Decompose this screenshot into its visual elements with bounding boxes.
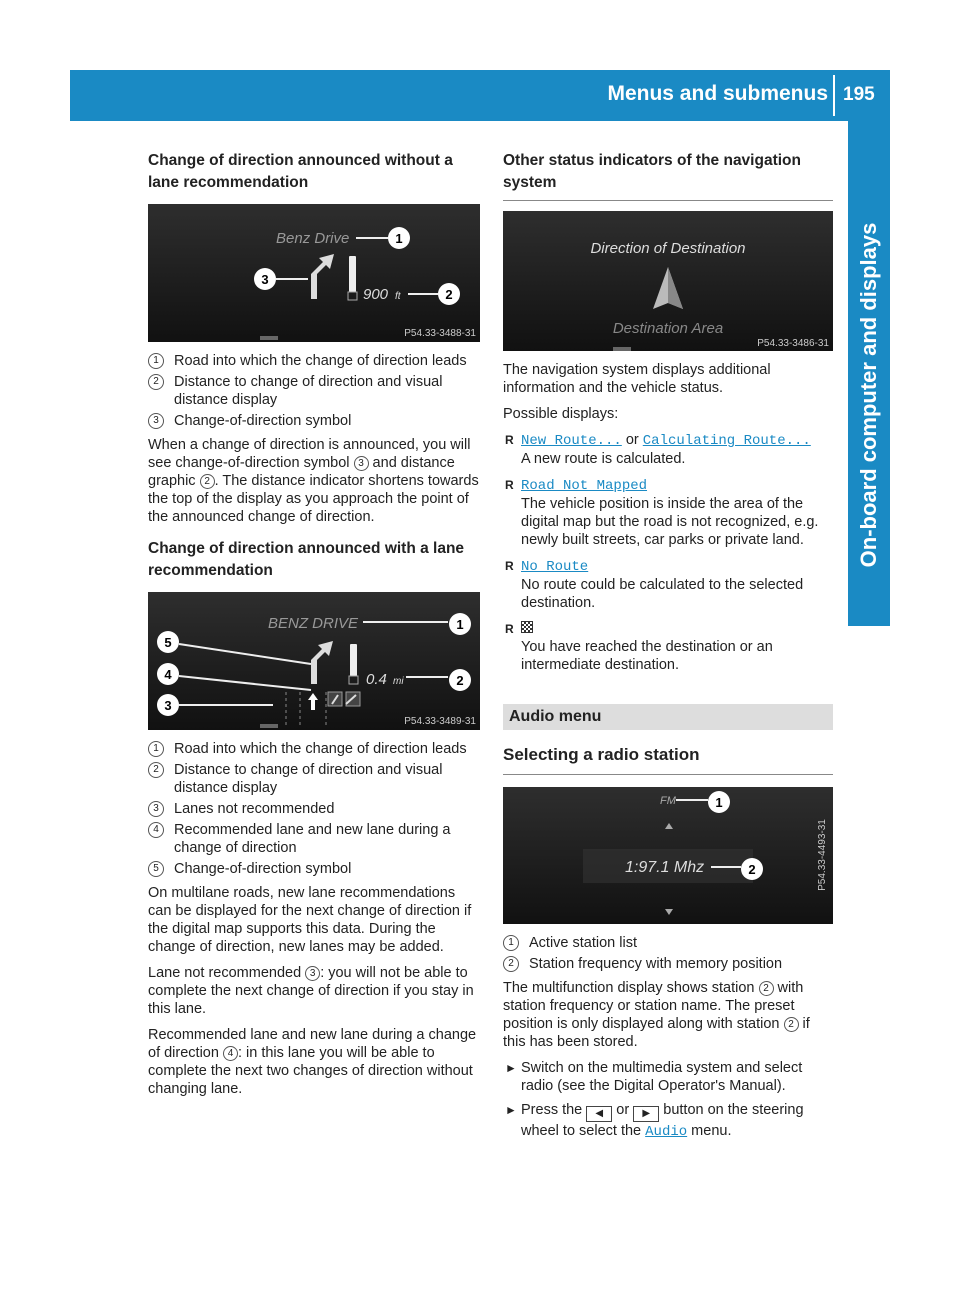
svg-text:2: 2: [748, 862, 756, 877]
paragraph: Possible displays:: [503, 406, 619, 422]
display-destination: [503, 211, 833, 351]
topic-heading: Selecting a radio station: [503, 746, 833, 775]
instruction-step: ► Switch on the multimedia system and select radio (see the Digital Operator's Manual).: [505, 1060, 803, 1094]
image-code: P54.33-4493-31: [817, 819, 828, 891]
svg-text:2: 2: [456, 673, 464, 688]
display-radio: [503, 787, 833, 924]
distance-value: 0.4: [366, 671, 387, 688]
section-heading-status: Other status indicators of the navigation system: [503, 150, 833, 201]
display-destination-graphic: [503, 211, 833, 351]
status-list: [503, 431, 833, 674]
turn-arrow-icon: [311, 254, 334, 299]
frequency-value: 1:97.1 Mhz: [625, 859, 705, 876]
band-label: FM: [660, 795, 676, 807]
svg-text:5: 5: [164, 635, 172, 650]
legend-radio: [503, 934, 833, 973]
svg-text:1: 1: [715, 795, 723, 810]
display-with-lane-graphic: [148, 592, 480, 730]
legend-item: 2 Distance to change of direction and visual distance display: [148, 373, 480, 409]
svg-text:1: 1: [395, 231, 403, 246]
scroll-down-icon: [665, 909, 673, 915]
svg-text:3: 3: [164, 698, 172, 713]
display-with-lane: [148, 592, 480, 730]
drive-road-name: BENZ DRIVE: [268, 615, 359, 632]
instruction-steps: [503, 1059, 833, 1141]
legend-item: 1 Road into which the change of direction leads: [148, 740, 480, 758]
section-heading-no-lane: Change of direction announced without a lane recommendation: [148, 152, 453, 191]
paragraph: Recommended lane and new lane during a change of direction 4 : in this lane you will be able to complete the next two changes of direction without changing lane.: [148, 1027, 477, 1097]
legend-item: 3 Change-of-direction symbol: [148, 412, 480, 430]
svg-text:ft: ft: [395, 291, 401, 302]
destination-flag-icon: [521, 621, 533, 633]
paragraph: The multifunction display shows station 2 with station frequency or station name. The preset position is only displayed along with station 2 if this has been stored.: [503, 980, 810, 1050]
svg-text:3: 3: [261, 272, 269, 287]
right-arrow-button-icon: ▶: [633, 1106, 659, 1122]
legend-item: 2 Distance to change of direction and visual distance display: [148, 761, 480, 797]
paragraph: Lane not recommended 3 : you will not be able to complete the next change of direction if you stay in this lane.: [148, 965, 474, 1017]
legend-item: 3 Lanes not recommended: [148, 800, 480, 818]
svg-text:1: 1: [456, 617, 464, 632]
destination-area-label: Destination Area: [612, 320, 724, 337]
status-item: R You have reached the destination or an intermediate destination.: [505, 622, 773, 673]
audio-menu-band: Audio menu: [503, 704, 833, 730]
header-divider: [833, 75, 835, 116]
display-radio-graphic: [503, 787, 833, 924]
status-item: R Road Not Mapped The vehicle position is inside the area of the digital map but the road is not recognized, e.g. newly built streets, car parks or private land.: [505, 478, 819, 548]
paragraph: When a change of direction is announced, you will see change-of-direction symbol 3 and distance graphic 2 . The distance indicator shortens towards the top of the display as you approach the point of the announced change of direction.: [148, 437, 479, 525]
legend-item: 2 Station frequency with memory position: [503, 955, 833, 973]
distance-value: 900: [363, 286, 389, 303]
drive-road-name: Benz Drive: [276, 230, 350, 247]
image-code: P54.33-3486-31: [757, 338, 829, 349]
svg-text:mi: mi: [393, 676, 404, 687]
legend-item: 5 Change-of-direction symbol: [148, 860, 480, 878]
legend-item: 4 Recommended lane and new lane during a change of direction: [148, 821, 480, 857]
left-arrow-button-icon: ◀: [586, 1106, 612, 1122]
instruction-step: ► Press the ◀ or ▶ button on the steering wheel to select the Audio menu.: [505, 1102, 804, 1140]
status-item: R New Route... or Calculating Route... A new route is calculated.: [505, 432, 811, 467]
paragraph: The navigation system displays additional information and the vehicle status.: [503, 362, 771, 396]
direction-title: Direction of Destination: [590, 240, 746, 257]
turn-arrow-icon: [311, 641, 333, 684]
side-chapter-label: On-board computer and displays: [856, 222, 881, 568]
display-no-lane: [148, 204, 480, 342]
svg-text:2: 2: [445, 287, 453, 302]
display-no-lane-graphic: [148, 204, 480, 342]
scroll-up-icon: [665, 823, 673, 829]
legend-no-lane: [148, 352, 480, 430]
svg-text:4: 4: [164, 667, 172, 682]
left-column: [148, 150, 480, 1106]
legend-with-lane: [148, 740, 480, 878]
running-title: Menus and submenus: [607, 82, 828, 105]
image-code: P54.33-3489-31: [404, 716, 476, 727]
legend-item: 1 Active station list: [503, 934, 833, 952]
page-number: 195: [843, 84, 875, 105]
image-code: P54.33-3488-31: [404, 328, 476, 339]
section-heading-with-lane: Change of direction announced with a lane recommendation: [148, 540, 465, 579]
paragraph: On multilane roads, new lane recommendations can be displayed for the next change of direction if the digital map supports this data. During the change of direction, new lanes may be added.: [148, 885, 472, 955]
legend-item: 1 Road into which the change of direction leads: [148, 352, 480, 370]
right-column: [503, 150, 833, 1147]
status-item: R No Route No route could be calculated to the selected destination.: [505, 559, 804, 611]
